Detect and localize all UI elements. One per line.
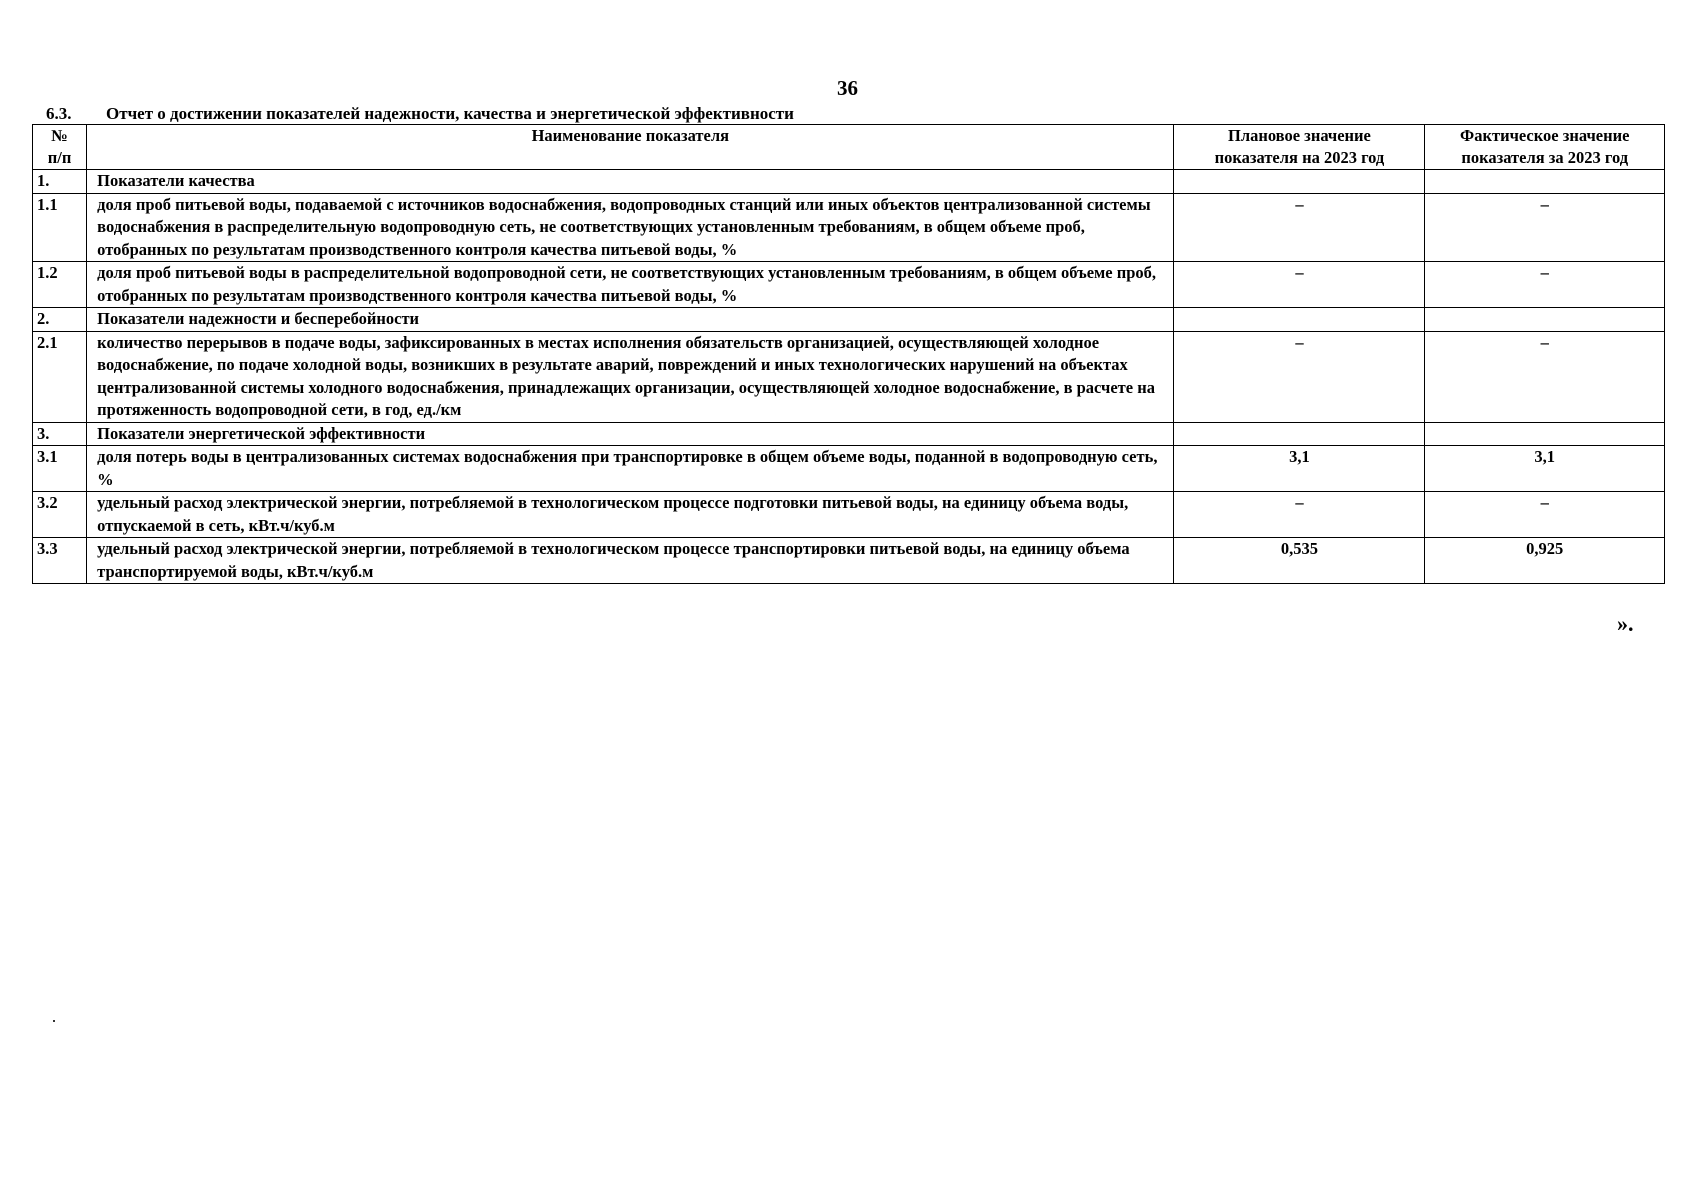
row-plan-value (1174, 308, 1425, 332)
header-fact-line2: показателя за 2023 год (1461, 148, 1629, 167)
row-fact-value (1425, 422, 1665, 446)
row-name: удельный расход электрической энергии, потребляемой в технологическом процессе транспортировки питьевой воды, на единицу объема транспортируемой воды, кВт.ч/куб.м (87, 538, 1174, 584)
row-plan-value: – (1174, 331, 1425, 422)
row-name: доля потерь воды в централизованных системах водоснабжения при транспортировке в общем объеме воды, поданной в водопроводную сеть, % (87, 446, 1174, 492)
header-number (33, 125, 87, 170)
row-fact-value: 0,925 (1425, 538, 1665, 584)
section-number: 6.3. (46, 104, 72, 123)
section-heading (46, 104, 794, 124)
header-plan (1174, 125, 1425, 170)
table-row (33, 422, 1665, 446)
row-plan-value: 0,535 (1174, 538, 1425, 584)
table-row (33, 170, 1665, 194)
table-header-row (33, 125, 1665, 170)
row-name: доля проб питьевой воды в распределительной водопроводной сети, не соответствующих установленным требованиям, в общем объеме проб, отобранных по результатам производственного контроля качества питьевой воды, % (87, 262, 1174, 308)
row-plan-value: 3,1 (1174, 446, 1425, 492)
row-number: 3.2 (33, 492, 87, 538)
row-name: Показатели качества (87, 170, 1174, 194)
table-row (33, 262, 1665, 308)
row-number: 1. (33, 170, 87, 194)
header-name-text: Наименование показателя (531, 126, 730, 145)
row-number: 3.1 (33, 446, 87, 492)
header-fact-line1: Фактическое значение (1460, 126, 1630, 145)
row-number: 3. (33, 422, 87, 446)
row-plan-value (1174, 170, 1425, 194)
row-fact-value: – (1425, 262, 1665, 308)
row-name: удельный расход электрической энергии, потребляемой в технологическом процессе подготовки питьевой воды, на единицу объема воды, отпускаемой в сеть, кВт.ч/куб.м (87, 492, 1174, 538)
table-row (33, 331, 1665, 422)
table-row (33, 538, 1665, 584)
scan-speck (53, 1020, 55, 1022)
row-name: количество перерывов в подаче воды, зафиксированных в местах исполнения обязательств организацией, осуществляющей холодное водоснабжение, по подаче холодной воды, возникших в результате аварий, повреждений и иных технологических нарушений на объектах централизованной системы холодного водоснабжения, принадлежащих организации, осуществляющей холодное водоснабжение, в расчете на протяженность водопроводной сети, в год, ед./км (87, 331, 1174, 422)
row-name: Показатели энергетической эффективности (87, 422, 1174, 446)
table-row (33, 193, 1665, 262)
row-number: 3.3 (33, 538, 87, 584)
row-plan-value: – (1174, 492, 1425, 538)
indicators-table (32, 124, 1665, 584)
header-number-line2: п/п (47, 148, 72, 167)
row-plan-value: – (1174, 193, 1425, 262)
section-title: Отчет о достижении показателей надежности, качества и энергетической эффективности (106, 104, 794, 123)
header-fact (1425, 125, 1665, 170)
row-fact-value: – (1425, 331, 1665, 422)
header-plan-line1: Плановое значение (1228, 126, 1371, 145)
row-fact-value: – (1425, 193, 1665, 262)
closing-quote-mark: ». (1617, 611, 1634, 636)
table-row (33, 446, 1665, 492)
row-fact-value (1425, 170, 1665, 194)
row-fact-value (1425, 308, 1665, 332)
row-plan-value: – (1174, 262, 1425, 308)
row-number: 1.2 (33, 262, 87, 308)
page-number: 36 (837, 76, 858, 100)
table-row (33, 492, 1665, 538)
header-number-line1: № (51, 126, 68, 145)
row-name: Показатели надежности и бесперебойности (87, 308, 1174, 332)
row-number: 2. (33, 308, 87, 332)
row-name: доля проб питьевой воды, подаваемой с источников водоснабжения, водопроводных станций или иных объектов централизованной системы водоснабжения в распределительную водопроводную сеть, не соответствующих установленным требованиям, в общем объеме проб, отобранных по результатам производственного контроля качества питьевой воды, % (87, 193, 1174, 262)
header-plan-line2: показателя на 2023 год (1214, 148, 1385, 167)
row-fact-value: – (1425, 492, 1665, 538)
row-fact-value: 3,1 (1425, 446, 1665, 492)
header-name (87, 125, 1174, 170)
table-row (33, 308, 1665, 332)
row-plan-value (1174, 422, 1425, 446)
row-number: 2.1 (33, 331, 87, 422)
row-number: 1.1 (33, 193, 87, 262)
